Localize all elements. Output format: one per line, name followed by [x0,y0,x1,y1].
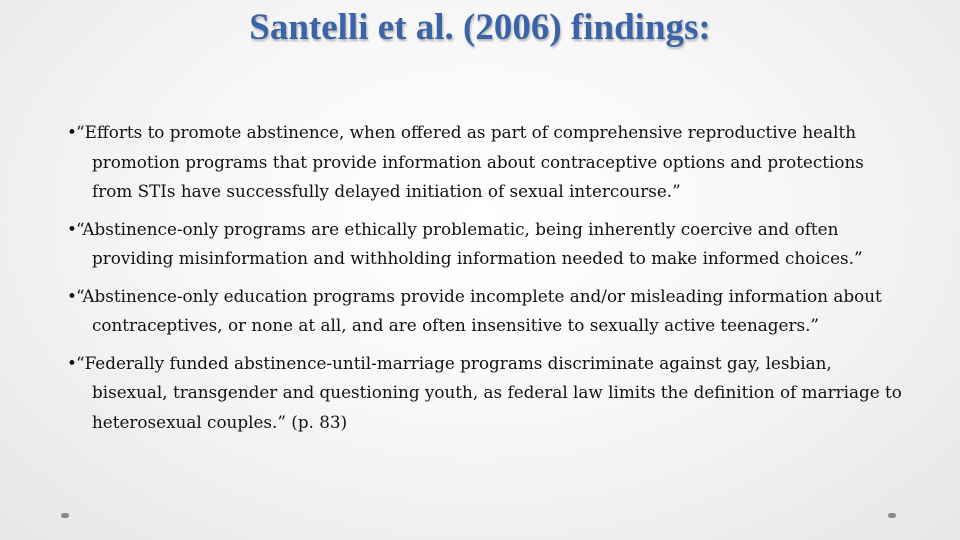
bullet-text: “Efforts to promote abstinence, when offered as part of comprehensive reproductive health promotion programs that provide information about contraceptive options and protections from STIs have successfully delayed initiation of sexual intercourse.” [76,122,864,201]
bullet-text: “Federally funded abstinence-until-marriage programs discriminate against gay, lesbian, bisexual, transgender and questioning youth, as federal law limits the definition of marriage to heterosexual couples.” (p. 83) [76,352,902,432]
bullet-item [58,282,908,341]
bullet-dot-icon: • [67,122,77,142]
bullet-text: “Abstinence-only education programs provide incomplete and/or misleading information about contraceptives, or none at all, and are often insensitive to sexually active teenagers.” [76,285,882,335]
slide-title: Santelli et al. (2006) findings: [249,7,711,48]
bullet-text: “Abstinence-only programs are ethically problematic, being inherently coercive and often providing misinformation and withholding information needed to make informed choices.” [76,218,863,268]
decorative-dash-right [888,513,896,518]
bullet-item [58,215,908,274]
bullet-dot-icon: • [67,285,77,306]
bullet-item [58,118,908,207]
bullet-dot-icon: • [67,352,77,373]
bullet-item [58,349,908,438]
bullet-dot-icon: • [67,218,77,239]
decorative-dash-left [61,513,69,518]
bullet-list [58,118,908,445]
